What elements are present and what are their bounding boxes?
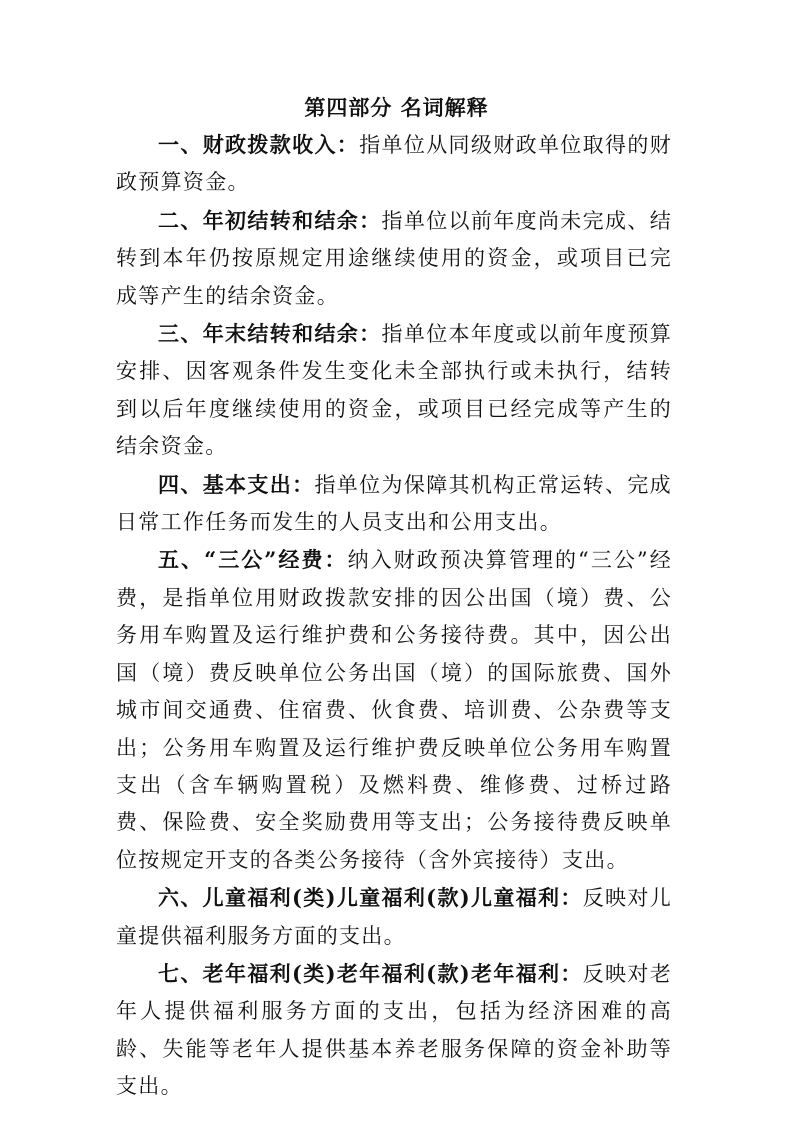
- definition-term-3: 三、年末结转和结余：: [158, 321, 382, 347]
- definition-term-1: 一、财政拨款收入：: [158, 132, 360, 157]
- definition-term-6: 六、儿童福利(类)儿童福利(款)儿童福利：: [158, 885, 583, 911]
- definition-term-2: 二、年初结转和结余：: [158, 207, 382, 233]
- definition-paragraph-4: [116, 466, 672, 542]
- definition-paragraph-3: [116, 315, 672, 466]
- definition-text-2: 指单位以前年度尚未完成、结转到本年仍按原规定用途继续使用的资金，或项目已完成等产生的结余资金。: [116, 208, 672, 308]
- definition-term-4: 四、基本支出：: [158, 471, 315, 497]
- definitions-body: [116, 126, 672, 1106]
- definition-text-5: 纳入财政预决算管理的“三公”经费，是指单位用财政拨款安排的因公出国（境）费、公务用车购置及运行维护费和公务接待费。其中，因公出国（境）费反映单位公务出国（境）的国际旅费、国外城市间交通费、住宿费、伙食费、培训费、公杂费等支出；公务用车购置及运行维护费反映单位公务用车购置支出（含车辆购置税）及燃料费、维修费、过桥过路费、保险费、安全奖励费用等支出；公务接待费反映单位按规定开支的各类公务接待（含外宾接待）支出。: [116, 548, 672, 872]
- definition-text-6: 反映对儿童提供福利服务方面的支出。: [116, 886, 672, 948]
- definition-paragraph-6: [116, 879, 672, 955]
- definition-paragraph-1: [116, 126, 672, 202]
- definition-text-3: 指单位本年度或以前年度预算安排、因客观条件发生变化未全部执行或未执行，结转到以后年度继续使用的资金，或项目已经完成等产生的结余资金。: [116, 322, 672, 459]
- definition-paragraph-7: [116, 955, 672, 1106]
- definition-term-7: 七、老年福利(类)老年福利(款)老年福利：: [158, 960, 583, 986]
- definition-text-7: 反映对老年人提供福利服务方面的支出，包括为经济困难的高龄、失能等老年人提供基本养老服务保障的资金补助等支出。: [116, 961, 672, 1099]
- definition-text-1: 指单位从同级财政单位取得的财政预算资金。: [116, 133, 673, 195]
- definition-term-5: 五、“三公”经费：: [158, 547, 348, 573]
- definition-paragraph-2: [116, 202, 672, 315]
- definition-text-4: 指单位为保障其机构正常运转、完成日常工作任务而发生的人员支出和公用支出。: [116, 472, 672, 535]
- page-title: 第四部分 名词解释: [304, 95, 489, 120]
- definition-paragraph-5: [116, 541, 672, 879]
